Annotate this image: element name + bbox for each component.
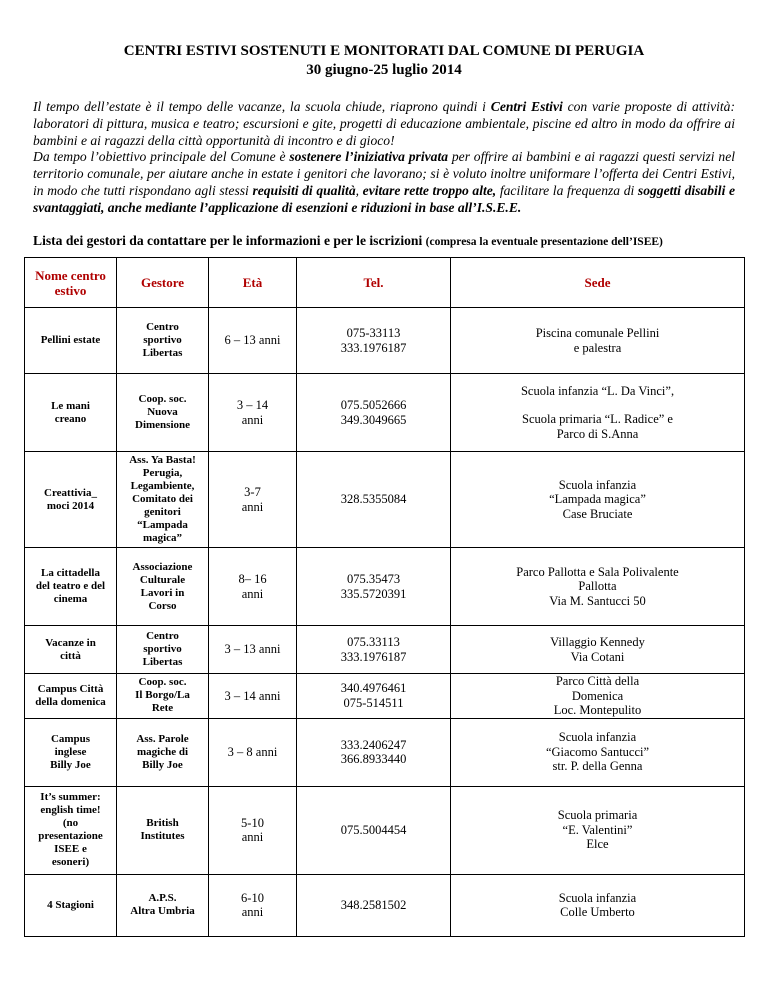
cell-tel xyxy=(297,874,451,936)
cell-sede-line: Villaggio Kennedy xyxy=(550,635,645,649)
cell-gestore-line: British xyxy=(146,817,179,829)
cell-tel xyxy=(297,452,451,548)
header-name: Nome centro estivo xyxy=(25,258,117,308)
table-row xyxy=(25,718,745,786)
cell-eta xyxy=(209,718,297,786)
cell-sede-line: Pallotta xyxy=(578,579,617,594)
cell-tel xyxy=(297,786,451,874)
cell-name-line: Vacanze in xyxy=(45,636,96,649)
cell-gestore-line: Centro xyxy=(146,321,179,333)
table-row xyxy=(25,452,745,548)
cell-eta-line: 3 – 14 anni xyxy=(224,688,281,703)
intro-paragraph-2: Da tempo l’obiettivo principale del Comune è sostenere l’iniziativa privata per offrire ai bambini e ai ragazzi questi servizi nel territorio comunale, per aiutare anche in estate i genitori che lavorano; si è voluto inoltre uniformare l’offerta dei Centri Estivi, in modo che tutti rispondano agli stessi requisiti di qualità, evitare rette troppo alte, facilitare la frequenza di soggetti disabili e svantaggiati, anche mediante l’applicazione di esenzioni e riduzioni in base all’I.S.E.E. xyxy=(33,149,736,215)
cell-sede-line: Via M. Santucci 50 xyxy=(549,593,646,608)
document-title: CENTRI ESTIVI SOSTENUTI E MONITORATI DAL COMUNE DI PERUGIA xyxy=(123,43,645,59)
cell-name xyxy=(25,308,117,374)
cell-gestore-line: Legambiente, xyxy=(130,480,195,492)
cell-sede-line: Scuola infanzia “L. Da Vinci”, xyxy=(520,383,675,398)
cell-sede-line: Parco di S.Anna xyxy=(556,426,639,441)
cell-name xyxy=(25,674,117,719)
cell-gestore-line: Institutes xyxy=(140,830,185,842)
cell-tel-line: 340.4976461 xyxy=(340,681,407,696)
cell-sede xyxy=(451,674,745,719)
cell-gestore-line: Ass. Ya Basta! xyxy=(129,454,196,466)
cell-eta xyxy=(209,786,297,874)
cell-gestore xyxy=(117,874,209,936)
cell-sede xyxy=(451,548,745,626)
cell-tel-line: 366.8933440 xyxy=(340,752,407,766)
cell-name-line: Creattivia_ xyxy=(44,486,97,499)
header-eta: Età xyxy=(209,258,297,308)
cell-eta-line: anni xyxy=(241,499,264,514)
cell-sede-line: Scuola primaria “L. Radice” e xyxy=(522,412,673,427)
cell-gestore-line: Comitato dei xyxy=(132,493,193,505)
cell-eta xyxy=(209,308,297,374)
cell-eta-line: anni xyxy=(241,830,264,844)
cell-sede xyxy=(451,452,745,548)
cell-name-line: 4 Stagioni xyxy=(47,898,94,911)
cell-sede xyxy=(451,718,745,786)
cell-eta-line: 3-7 xyxy=(244,485,261,499)
cell-name-line: creano xyxy=(54,412,87,425)
cell-tel xyxy=(297,626,451,674)
cell-sede-line: “E. Valentini” xyxy=(562,822,633,837)
cell-gestore-line: Culturale xyxy=(139,573,186,586)
cell-eta xyxy=(209,874,297,936)
cell-name-line: english time! xyxy=(40,804,101,816)
cell-eta xyxy=(209,626,297,674)
header-tel: Tel. xyxy=(297,258,451,308)
cell-gestore-line: magica” xyxy=(142,532,183,544)
cell-name-line: moci 2014 xyxy=(46,499,95,512)
cell-eta-line: 6 – 13 anni xyxy=(224,333,281,348)
cell-sede-line: Scuola infanzia xyxy=(558,730,637,745)
cell-name-line: (no xyxy=(62,817,79,829)
cell-eta-line: 5-10 xyxy=(241,815,264,830)
document-dates: 30 giugno-25 luglio 2014 xyxy=(306,62,462,78)
table-header-row xyxy=(25,258,745,308)
header-gestore: Gestore xyxy=(117,258,209,308)
table-row xyxy=(25,308,745,374)
cell-gestore-line: Billy Joe xyxy=(142,758,183,771)
cell-gestore-line: magiche di xyxy=(136,745,189,758)
cell-gestore-line: sportivo xyxy=(143,643,182,655)
cell-sede xyxy=(451,786,745,874)
cell-name-line: inglese xyxy=(54,745,87,758)
cell-gestore xyxy=(117,718,209,786)
cell-name-line: esoneri) xyxy=(51,856,90,868)
cell-sede-line: Elce xyxy=(586,837,609,852)
cell-name-line: La cittadella xyxy=(41,567,100,579)
cell-name xyxy=(25,374,117,452)
table-row xyxy=(25,626,745,674)
table-row xyxy=(25,874,745,936)
cell-sede xyxy=(451,626,745,674)
cell-sede-line xyxy=(453,398,742,412)
intro-text xyxy=(33,99,735,217)
cell-gestore-line: Corso xyxy=(148,599,177,612)
cell-name xyxy=(25,548,117,626)
cell-tel-line: 075.5004454 xyxy=(340,822,407,837)
cell-gestore-line: Dimensione xyxy=(135,419,190,431)
cell-eta-line: anni xyxy=(241,905,264,919)
header-sede: Sede xyxy=(451,258,745,308)
cell-eta-line: 3 – 13 anni xyxy=(224,642,281,657)
cell-tel xyxy=(297,674,451,719)
cell-tel xyxy=(297,308,451,374)
cell-sede-line: Scuola infanzia xyxy=(558,890,637,905)
cell-gestore-line: Associazione xyxy=(132,560,193,573)
cell-eta xyxy=(209,674,297,719)
cell-sede-line: Colle Umberto xyxy=(560,905,635,919)
cell-gestore-line: Centro xyxy=(146,630,179,642)
cell-gestore-line: genitori xyxy=(144,506,181,518)
cell-name-line: cinema xyxy=(53,593,88,605)
cell-sede-line: Loc. Montepulito xyxy=(553,703,642,717)
cell-gestore-line: Coop. soc. xyxy=(138,676,187,689)
cell-sede-line: Domenica xyxy=(571,688,624,703)
cell-name-line: Pellini estate xyxy=(40,334,101,346)
cell-tel-line: 333.1976187 xyxy=(340,649,407,664)
cell-sede-line: Parco Pallotta e Sala Polivalente xyxy=(516,564,679,579)
cell-name xyxy=(25,786,117,874)
cell-tel-line: 333.2406247 xyxy=(340,737,407,752)
table-row xyxy=(25,374,745,452)
table-row xyxy=(25,548,745,626)
cell-tel-line: 075.33113 xyxy=(347,635,400,649)
cell-eta xyxy=(209,374,297,452)
intro-paragraph-1: Il tempo dell’estate è il tempo delle vacanze, la scuola chiude, riaprono quindi i Centri Estivi con varie proposte di attività: laboratori di pittura, musica e teatro; escursioni e gite, progetti di educazione ambientale, piscine ed altro in modo da offrire ai bambini e ai ragazzi della città opportunità di incontro e di gioco! xyxy=(33,99,736,148)
table-row xyxy=(25,674,745,719)
cell-eta xyxy=(209,452,297,548)
cell-gestore-line: Perugia, xyxy=(142,467,183,479)
cell-gestore-line: “Lampada xyxy=(137,519,188,531)
cell-gestore-line: Il Borgo/La xyxy=(135,689,190,702)
centers-table xyxy=(24,257,745,937)
cell-eta xyxy=(209,548,297,626)
cell-sede-line: Piscina comunale Pellini xyxy=(535,326,660,340)
cell-sede-line: Scuola primaria xyxy=(557,808,638,823)
cell-name xyxy=(25,626,117,674)
cell-eta-line: anni xyxy=(241,586,264,601)
cell-gestore-line: sportivo xyxy=(143,334,182,346)
cell-name-line: ISEE e xyxy=(54,843,87,855)
cell-name xyxy=(25,874,117,936)
cell-tel-line: 348.2581502 xyxy=(340,897,407,912)
cell-gestore xyxy=(117,548,209,626)
cell-gestore-line: Libertas xyxy=(142,347,183,359)
cell-sede-line: Via Cotani xyxy=(570,649,625,664)
list-heading: Lista dei gestori da contattare per le informazioni e per le iscrizioni (compresa la eventuale presentazione dell’ISEE) xyxy=(33,233,663,248)
cell-sede-line: Scuola infanzia xyxy=(558,477,637,492)
table-row xyxy=(25,786,745,874)
cell-tel xyxy=(297,374,451,452)
cell-eta-line: 3 – 14 xyxy=(236,398,269,412)
cell-tel-line: 333.1976187 xyxy=(340,340,407,355)
cell-tel-line: 328.5355084 xyxy=(340,492,407,507)
cell-name-line: della domenica xyxy=(35,695,106,708)
cell-name-line: Campus xyxy=(50,732,91,745)
cell-name xyxy=(25,718,117,786)
cell-gestore-line: Altra Umbria xyxy=(130,905,195,917)
cell-gestore xyxy=(117,674,209,719)
cell-gestore xyxy=(117,374,209,452)
cell-gestore-line: Rete xyxy=(151,702,174,715)
cell-name-line: città xyxy=(60,649,81,662)
cell-tel-line: 075.35473 xyxy=(346,572,401,586)
cell-name-line: Billy Joe xyxy=(50,758,91,771)
cell-tel xyxy=(297,548,451,626)
cell-name-line: Campus Città xyxy=(37,682,104,695)
cell-eta-line: 8– 16 xyxy=(238,572,267,586)
cell-name xyxy=(25,452,117,548)
cell-gestore-line: Lavori in xyxy=(140,586,185,599)
cell-sede-line: Case Bruciate xyxy=(562,506,633,521)
cell-name-line: Le mani xyxy=(51,399,90,412)
cell-gestore-line: A.P.S. xyxy=(148,892,177,904)
cell-name-line: It’s summer: xyxy=(40,791,101,803)
cell-eta-line: anni xyxy=(241,412,264,427)
cell-eta-line: 3 – 8 anni xyxy=(227,744,278,759)
cell-gestore xyxy=(117,786,209,874)
cell-gestore xyxy=(117,626,209,674)
cell-tel-line: 075.5052666 xyxy=(340,398,407,412)
cell-sede-line: Parco Città della xyxy=(555,674,640,688)
cell-sede-line: str. P. della Genna xyxy=(552,759,643,774)
cell-eta-line: 6-10 xyxy=(241,890,264,905)
cell-sede-line: e palestra xyxy=(573,340,622,355)
cell-tel xyxy=(297,718,451,786)
cell-gestore-line: Ass. Parole xyxy=(136,732,189,745)
cell-gestore-line: Coop. soc. xyxy=(138,393,187,405)
cell-tel-line: 349.3049665 xyxy=(340,412,407,427)
cell-name-line: presentazione xyxy=(38,830,103,842)
cell-gestore xyxy=(117,452,209,548)
cell-tel-line: 335.5720391 xyxy=(340,586,407,601)
cell-gestore xyxy=(117,308,209,374)
cell-gestore-line: Libertas xyxy=(142,656,183,668)
cell-name-line: del teatro e del xyxy=(35,580,106,592)
cell-gestore-line: Nuova xyxy=(147,406,178,418)
cell-sede xyxy=(451,874,745,936)
cell-sede-line: “Lampada magica” xyxy=(549,492,646,507)
cell-tel-line: 075-33113 xyxy=(346,326,401,340)
cell-sede-line: “Giacomo Santucci” xyxy=(545,744,650,759)
cell-tel-line: 075-514511 xyxy=(343,695,404,710)
cell-sede xyxy=(451,374,745,452)
cell-sede xyxy=(451,308,745,374)
